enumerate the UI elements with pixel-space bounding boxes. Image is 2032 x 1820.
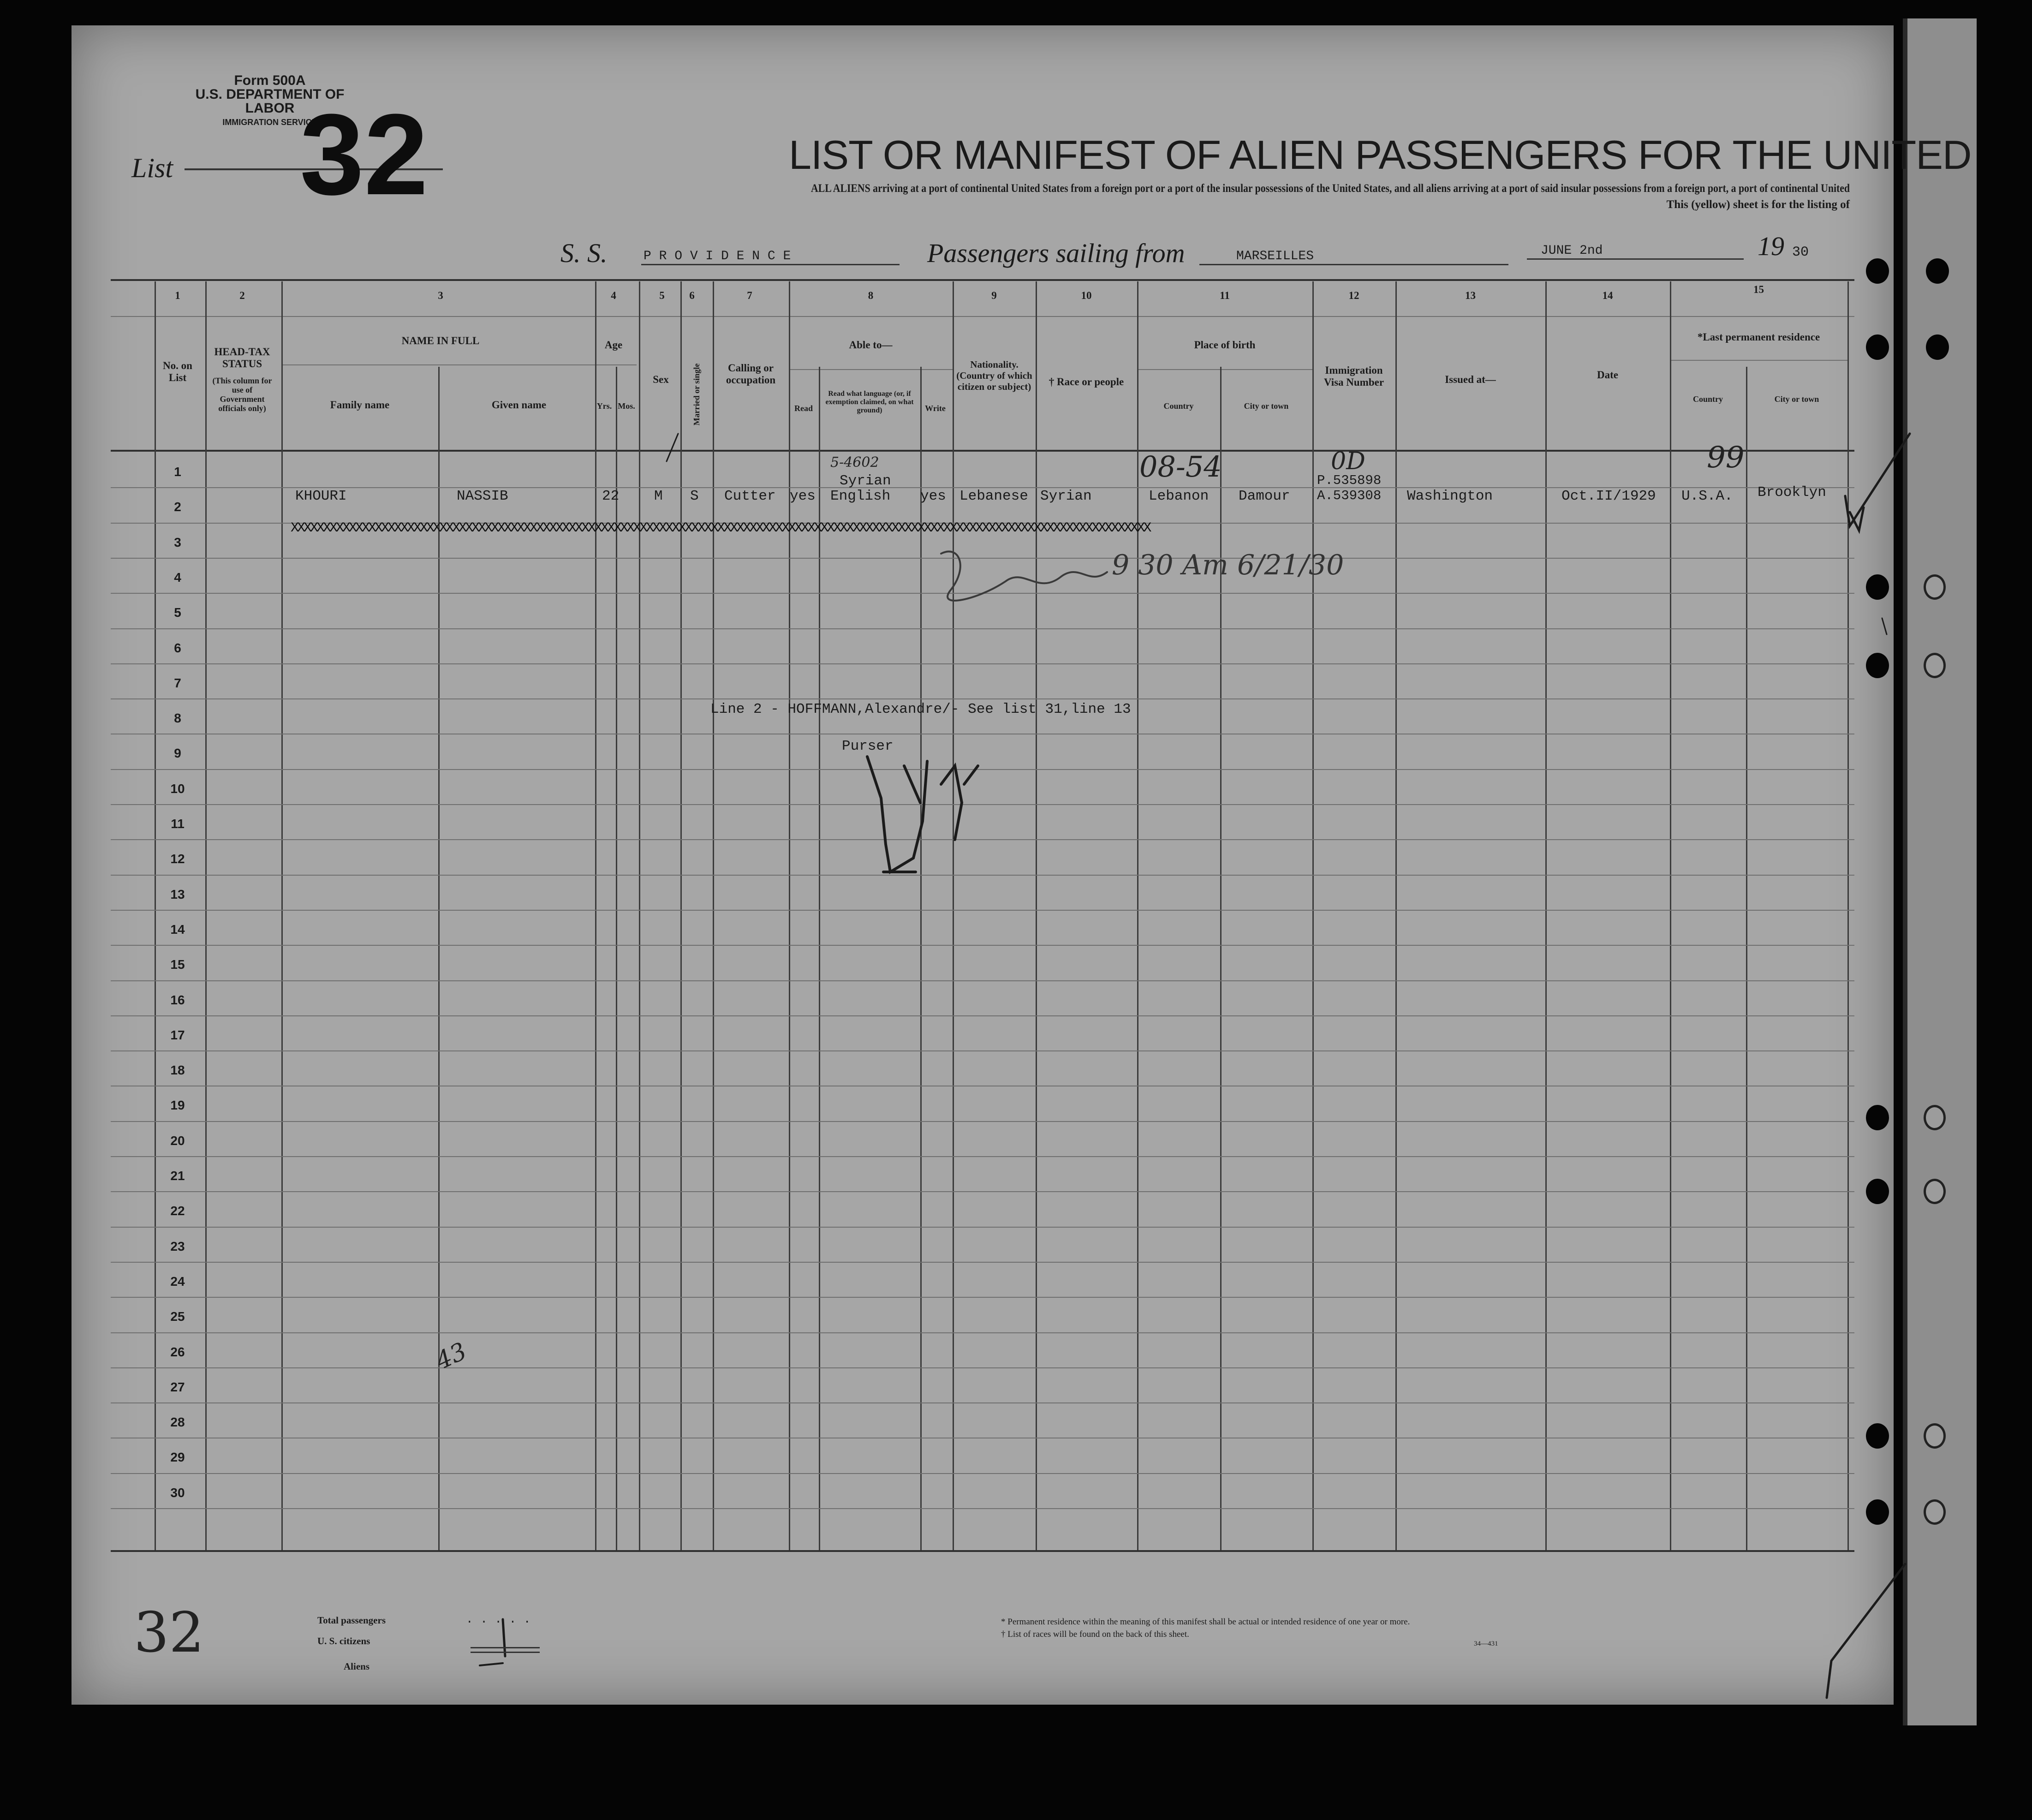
header-age: Age [604, 339, 623, 351]
punch-hole [1924, 1105, 1946, 1130]
punch-hole [2002, 334, 2025, 360]
read-cell: yes [790, 488, 816, 504]
header-head-tax: HEAD-TAX STATUS [214, 346, 270, 370]
ss-label: S. S. [560, 238, 608, 268]
race-cell: Syrian [1040, 488, 1092, 504]
col-number-3: 3 [438, 290, 443, 301]
issued-at-cell: Washington [1407, 488, 1493, 504]
given-name-cell: NASSIB [457, 488, 508, 504]
marital-cell: S [690, 488, 699, 504]
punch-hole [1924, 574, 1946, 600]
subtitle-line-2: This (yellow) sheet is for the listing of [1666, 198, 1850, 211]
col-number-14: 14 [1602, 290, 1613, 301]
purser-label: Purser [842, 738, 894, 754]
form-number: Form 500A [234, 73, 306, 88]
punch-hole [1866, 334, 1889, 360]
row-number: 2 [174, 500, 181, 514]
punch-hole [1924, 1499, 1946, 1525]
row-number: 9 [174, 746, 181, 761]
port-name: MARSEILLES [1236, 249, 1314, 263]
write-cell: yes [920, 488, 946, 504]
birth-city-cell: Damour [1239, 488, 1290, 504]
us-citizens-line-2 [471, 1652, 540, 1653]
punch-hole [1866, 653, 1889, 678]
page-number-annotation: 43 [431, 1337, 471, 1376]
total-passengers-label: Total passengers [317, 1615, 386, 1626]
punch-hole [1926, 334, 1949, 360]
list-label: List [131, 153, 173, 183]
row-number: 25 [170, 1309, 185, 1324]
row-number: 30 [170, 1485, 185, 1500]
row-number: 22 [170, 1204, 185, 1218]
col-number-6: 6 [689, 290, 695, 301]
row-number: 8 [174, 711, 181, 726]
punch-hole [1866, 574, 1889, 600]
col-number-2: 2 [239, 290, 245, 301]
header-birth-city: City or town [1244, 401, 1289, 411]
punch-hole [1866, 1423, 1889, 1449]
birth-code-annotation: 08-54 [1139, 450, 1222, 483]
header-married: Married or single [692, 363, 701, 426]
nationality-cell: Lebanese [959, 488, 1028, 504]
header-issued-at: Issued at— [1445, 374, 1496, 385]
row-number: 10 [170, 781, 185, 796]
punch-hole [1866, 1499, 1889, 1525]
header-name-in-full: NAME IN FULL [401, 335, 480, 346]
row-number: 14 [170, 922, 185, 937]
punch-hole [1926, 258, 1949, 284]
header-last-residence: *Last permanent residence [1697, 331, 1820, 343]
year-prefix: 19 [1758, 231, 1784, 261]
punch-hole [1924, 1423, 1946, 1449]
row-number: 19 [170, 1098, 185, 1113]
residence-city-cell: Brooklyn [1758, 484, 1826, 501]
punch-hole [1924, 1179, 1946, 1204]
sailing-date: JUNE 2nd [1541, 244, 1603, 258]
sex-cell: M [654, 488, 663, 504]
family-name-cell: KHOURI [295, 488, 347, 504]
header-race: † Race or people [1049, 376, 1124, 388]
footnote-races: † List of races will be found on the back of this sheet. [1001, 1629, 1189, 1639]
col-number-10: 10 [1081, 290, 1092, 301]
col-number-15: 15 [1753, 284, 1764, 295]
row-number: 13 [170, 887, 185, 901]
age-cell: 22 [602, 488, 620, 504]
punch-hole [1866, 1179, 1889, 1204]
header-date: Date [1597, 369, 1618, 381]
birth-country-cell: Lebanon [1149, 488, 1209, 504]
row-number: 20 [170, 1133, 185, 1148]
visa-number-2-cell: A.539308 [1317, 488, 1382, 503]
col-number-9: 9 [991, 290, 997, 301]
residence-country-cell: U.S.A. [1681, 488, 1733, 504]
sex-column-slash [667, 434, 678, 461]
form-code: 34—431 [1474, 1640, 1498, 1647]
punch-hole [2002, 263, 2025, 288]
col-number-13: 13 [1465, 290, 1476, 301]
header-family-name: Family name [330, 399, 390, 411]
header-write: Write [925, 404, 946, 413]
subtitle-line-1: ALL ALIENS arriving at a port of continental United States from a foreign port or a port of the insular possessions of the United States, and all aliens arriving at a port of said insular possessions from a foreign port, a port of continental United [810, 182, 1850, 195]
row-number: 1 [174, 465, 181, 479]
header-birth-country: Country [1163, 401, 1194, 411]
col-number-5: 5 [659, 290, 665, 301]
year-suffix: 30 [1792, 245, 1809, 260]
header-no-on-list: No. on List [163, 360, 192, 383]
aliens-label: Aliens [344, 1661, 370, 1672]
service-name: IMMIGRATION SERVICE [222, 118, 317, 127]
struck-out-row-2: XXXXXXXXXXXXXXXXXXXXXXXXXXXXXXXXXXXXXXXXXXXXXXXXXXXXXXXXXXXXXXXXXXXXXXXXXXXXXXXXXXXXXXXXXXXXXXXXXXXXXXXXXXXXXXXXXXXXXXXXXXXXXXXXXXXXX [291, 520, 1150, 536]
row-number: 11 [171, 817, 185, 831]
col-number-11: 11 [1220, 290, 1230, 301]
row-number: 4 [174, 570, 181, 585]
row-number: 7 [174, 675, 181, 690]
header-read-language: Read what language (or, if exemption claimed, on what ground) [825, 390, 914, 414]
check-mark-top [1845, 434, 1910, 526]
occupation-cell: Cutter [724, 488, 776, 504]
check-mark-bottom [1827, 1564, 1905, 1698]
col-number-7: 7 [747, 290, 752, 301]
language-code-annotation: 5-4602 [830, 454, 879, 471]
residence-code-annotation: 99 [1707, 441, 1745, 475]
visa-number-1-cell: P.535898 [1317, 473, 1382, 488]
header-head-tax-note: (This column for use of Government officials only) [212, 376, 272, 413]
header-place-of-birth: Place of birth [1194, 339, 1256, 351]
header-sex: Sex [653, 374, 669, 385]
department-name: U.S. DEPARTMENT OF LABOR [195, 87, 345, 116]
row-number: 3 [174, 535, 181, 549]
row-number: 16 [170, 992, 185, 1007]
punch-hole [1924, 653, 1946, 678]
header-nationality: Nationality. (Country of which citizen or subject) [956, 359, 1032, 392]
header-res-city: City or town [1774, 394, 1819, 404]
header-given-name: Given name [491, 399, 547, 411]
header-read: Read [794, 404, 813, 413]
ship-name: P R O V I D E N C E [644, 249, 791, 263]
language-2-cell: English [830, 488, 891, 504]
punch-hole [1866, 258, 1889, 284]
margin-tick [1882, 618, 1887, 634]
col-number-12: 12 [1348, 290, 1359, 301]
header-yrs: Yrs. [596, 401, 612, 411]
row-number: 6 [174, 640, 181, 655]
check-mark-row2 [1850, 507, 1864, 531]
sailing-label: Passengers sailing from [927, 238, 1185, 268]
row-number: 28 [170, 1415, 185, 1430]
row-number: 29 [170, 1450, 185, 1465]
header-mos: Mos. [618, 401, 635, 411]
row-number: 5 [174, 605, 181, 620]
corner-list-number: 32 [134, 1601, 204, 1665]
col-number-8: 8 [868, 290, 874, 301]
note-line-2: Line 2 - HOFFMANN,Alexandre/- See list 31,line 13 [710, 701, 1131, 717]
row-number: 17 [170, 1027, 185, 1042]
us-citizens-label: U. S. citizens [317, 1635, 370, 1647]
language-1-cell: Syrian [840, 473, 891, 489]
inspector-annotation: 9 30 Am 6/21/30 [1112, 549, 1344, 581]
us-citizens-line [471, 1647, 540, 1648]
issue-date-cell: Oct.II/1929 [1561, 488, 1656, 504]
col-number-4: 4 [611, 290, 616, 301]
header-res-country: Country [1692, 394, 1723, 404]
row-number: 15 [170, 957, 185, 972]
visa-code-annotation: 0D [1331, 448, 1365, 475]
row-number: 18 [170, 1063, 185, 1078]
footnote-residence: * Permanent residence within the meaning of this manifest shall be actual or intended residence of one year or more. [1001, 1617, 1410, 1627]
total-underline [480, 1663, 503, 1665]
row-number: 21 [170, 1169, 185, 1183]
header-able-to: Able to— [849, 339, 893, 351]
row-number: 26 [170, 1344, 185, 1359]
purser-signature [867, 757, 978, 872]
header-visa: Immigration Visa Number [1323, 364, 1384, 388]
row-number: 27 [170, 1379, 185, 1394]
col-number-1: 1 [175, 290, 180, 301]
row-number: 24 [170, 1274, 185, 1289]
page-title: LIST OR MANIFEST OF ALIEN PASSENGERS FOR THE UNITED [789, 132, 1972, 178]
punch-hole [1866, 1105, 1889, 1130]
row-number: 12 [170, 852, 185, 866]
row-number: 23 [170, 1239, 185, 1253]
list-number: 32 [300, 90, 429, 219]
header-calling: Calling or occupation [726, 362, 776, 386]
inspector-signature [941, 551, 1107, 600]
